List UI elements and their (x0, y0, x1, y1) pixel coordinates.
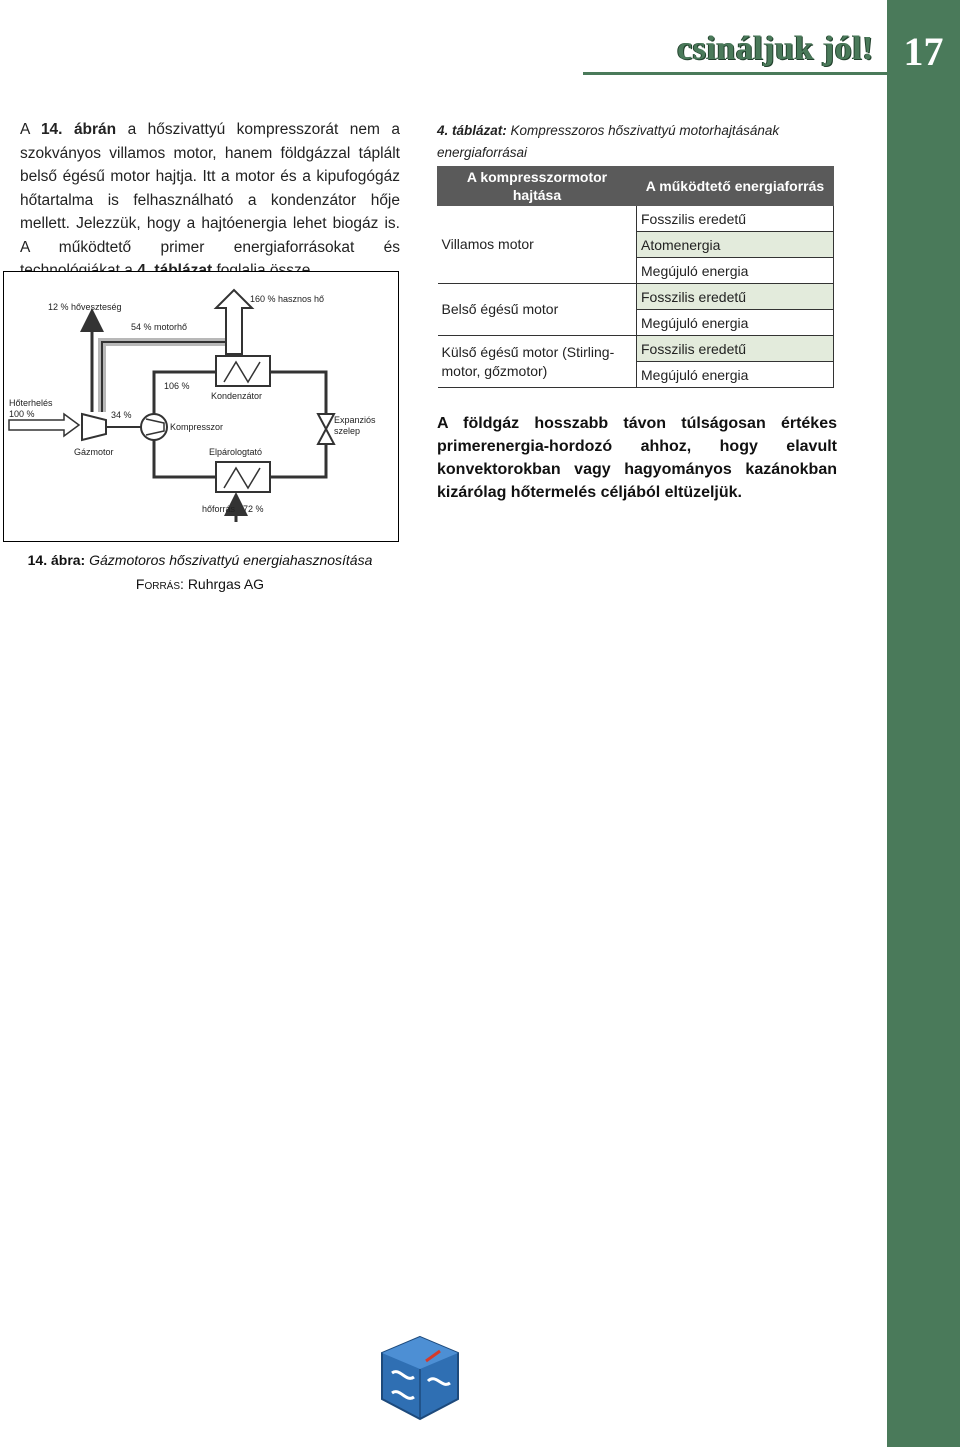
figure-reference: 14. ábrán (40, 121, 117, 138)
diagram-label-compressor: Kompresszor (170, 422, 224, 432)
gas-engine-icon (82, 414, 106, 440)
compressor-icon (141, 414, 167, 440)
energy-source-table (437, 166, 834, 388)
figure-caption-title: Gázmotoros hőszivattyú energiahasznosítása (89, 552, 373, 568)
intro-paragraph: A 14. ábrán a hőszivattyú kompresszorát nem a szokványos villamos motor, hanem földgázzal táplált belső égésű motor hajtja. Itt a motor és a kipufogógáz hőtartalma is felhasználható a kondenzátor hője mellett. Jelezzük, hogy a hajtóenergia lehet biogáz is. A működtető primer energiaforrásokat és (20, 118, 400, 283)
table-row (438, 284, 834, 310)
diagram-label-motor-heat: 54 % motorhő (131, 322, 188, 332)
table-cell-drive: Belső égésű motor (438, 284, 637, 336)
table-cell-source: Megújuló energia (637, 258, 834, 284)
table-cell-source: Fosszilis eredetű (637, 284, 834, 310)
table-cell-source: Fosszilis eredetű (637, 206, 834, 232)
diagram-label-expansion-valve-1: Expanziós (334, 415, 376, 425)
expansion-valve-icon (318, 414, 334, 444)
header-rule (583, 72, 887, 75)
diagram-label-heat-load: Hőterhelés (9, 398, 53, 408)
diagram-label-pct-72: 72 % (243, 504, 264, 514)
diagram-label-heat-source: hőforrás (202, 504, 236, 514)
heat-pump-diagram (3, 271, 399, 542)
table-header-row (438, 167, 834, 206)
page-sidebar (887, 0, 960, 1447)
table-cell-source: Megújuló energia (637, 362, 834, 388)
diagram-label-gas-engine: Gázmotor (74, 447, 114, 457)
table-cell-source: Fosszilis eredetű (637, 336, 834, 362)
highlight-paragraph: A földgáz hosszabb távon túlságosan értékes primerenergia-hordozó ahhoz, hogy elavult konvektorokban vagy hagyományos kazánokban kizárólag hőtermelés céljából eltüzeljük. (437, 415, 837, 501)
table-row (438, 206, 834, 232)
table-cell-drive: Külső égésű motor (Stirling-motor, gőzmotor) (438, 336, 637, 388)
table-caption (437, 120, 837, 164)
table-header-drive: A kompresszormotor hajtása (438, 167, 637, 206)
figure-caption-label: 14. ábra: (27, 552, 86, 568)
publisher-logo (378, 1333, 462, 1423)
diagram-label-pct-106: 106 % (164, 381, 190, 391)
figure-source-key: Forrás: (135, 576, 184, 592)
diagram-label-heat-loss: 12 % hőveszteség (48, 302, 122, 312)
page-number: 17 (903, 29, 944, 74)
table-cell-drive: Villamos motor (438, 206, 637, 284)
figure-caption (3, 548, 397, 596)
section-header-title: csináljuk jól! (677, 30, 874, 67)
table-header-source: A működtető energiaforrás (637, 167, 834, 206)
diagram-label-expansion-valve-2: szelep (334, 426, 361, 436)
table-cell-source: Megújuló energia (637, 310, 834, 336)
table-caption-title: Kompresszoros hőszivattyú motorhajtásának energiaforrásai (437, 123, 780, 160)
table-cell-source: Atomenergia (637, 232, 834, 258)
diagram-label-condenser: Kondenzátor (211, 391, 263, 401)
diagram-label-heat-load-pct: 100 % (9, 409, 35, 419)
figure-source-value: Ruhrgas AG (187, 576, 265, 592)
table-caption-label: 4. táblázat: (437, 123, 507, 138)
diagram-label-evaporator: Elpárologtató (209, 447, 263, 457)
diagram-label-useful-heat: 160 % hasznos hő (250, 294, 325, 304)
diagram-label-pct-34: 34 % (111, 410, 132, 420)
table-row (438, 336, 834, 362)
